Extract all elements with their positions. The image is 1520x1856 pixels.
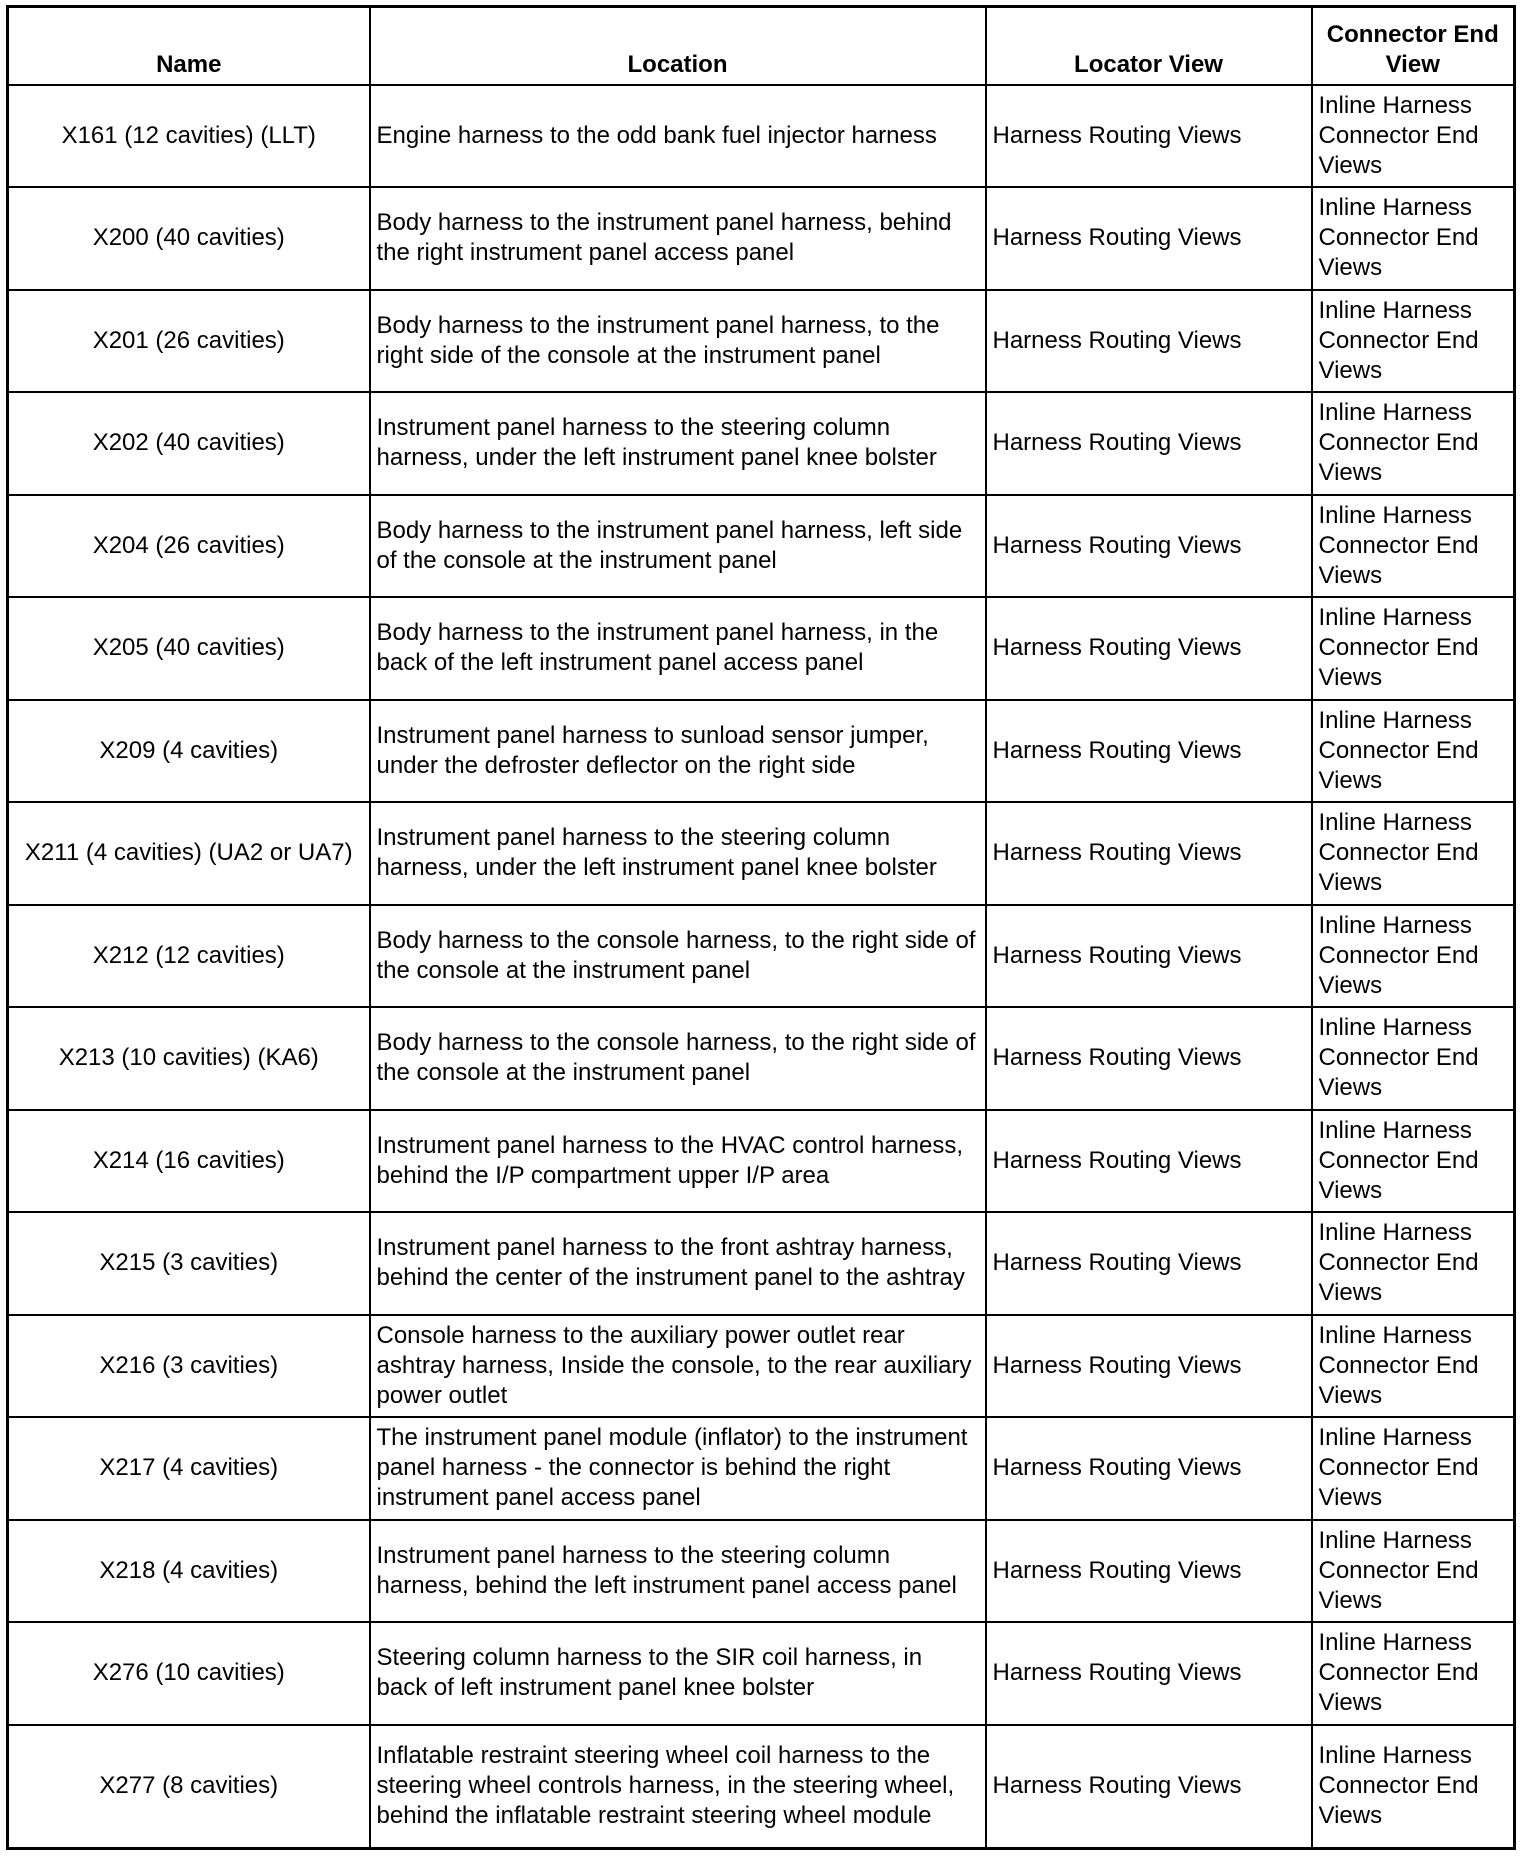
connector-location: Engine harness to the odd bank fuel injector harness [370,85,986,188]
header-row [8,7,1515,85]
connector-end-view-link: Inline Harness Connector End Views [1312,187,1515,290]
locator-view-link: Harness Routing Views [986,700,1312,803]
table-row [8,495,1515,598]
header-connector-end-view: Connector End View [1312,7,1515,85]
table-row [8,597,1515,700]
connector-name: X211 (4 cavities) (UA2 or UA7) [8,802,370,905]
connector-location: Body harness to the console harness, to the right side of the console at the instrument panel [370,1007,986,1110]
locator-view-link: Harness Routing Views [986,85,1312,188]
table-row [8,187,1515,290]
connector-end-view-link: Inline Harness Connector End Views [1312,1110,1515,1213]
connector-end-view-link: Inline Harness Connector End Views [1312,802,1515,905]
locator-view-link: Harness Routing Views [986,1110,1312,1213]
connector-name: X213 (10 cavities) (KA6) [8,1007,370,1110]
connector-location: Instrument panel harness to the steering column harness, under the left instrument panel knee bolster [370,802,986,905]
connector-location: Console harness to the auxiliary power outlet rear ashtray harness, Inside the console, to the rear auxiliary power outlet [370,1315,986,1418]
locator-view-link: Harness Routing Views [986,187,1312,290]
locator-view-link: Harness Routing Views [986,802,1312,905]
connector-name: X202 (40 cavities) [8,392,370,495]
locator-view-link: Harness Routing Views [986,1417,1312,1520]
connector-location: Instrument panel harness to the steering column harness, under the left instrument panel knee bolster [370,392,986,495]
connector-end-view-link: Inline Harness Connector End Views [1312,1520,1515,1623]
connector-end-view-link: Inline Harness Connector End Views [1312,1417,1515,1520]
table-row [8,1110,1515,1213]
connector-name: X214 (16 cavities) [8,1110,370,1213]
connector-name: X205 (40 cavities) [8,597,370,700]
table-row [8,290,1515,393]
connector-name: X200 (40 cavities) [8,187,370,290]
connector-name: X216 (3 cavities) [8,1315,370,1418]
table-row [8,1007,1515,1110]
connector-location: Body harness to the instrument panel harness, to the right side of the console at the instrument panel [370,290,986,393]
connector-location: Instrument panel harness to the front ashtray harness, behind the center of the instrument panel to the ashtray [370,1212,986,1315]
connector-end-view-link: Inline Harness Connector End Views [1312,1622,1515,1725]
connector-location: Body harness to the instrument panel harness, behind the right instrument panel access panel [370,187,986,290]
connector-end-view-link: Inline Harness Connector End Views [1312,597,1515,700]
connector-end-view-link: Inline Harness Connector End Views [1312,1725,1515,1849]
connector-name: X217 (4 cavities) [8,1417,370,1520]
connector-location: Steering column harness to the SIR coil harness, in back of left instrument panel knee bolster [370,1622,986,1725]
connector-end-view-link: Inline Harness Connector End Views [1312,495,1515,598]
connector-location: Body harness to the console harness, to the right side of the console at the instrument panel [370,905,986,1008]
connector-name: X277 (8 cavities) [8,1725,370,1849]
connector-name: X161 (12 cavities) (LLT) [8,85,370,188]
connector-location: Inflatable restraint steering wheel coil harness to the steering wheel controls harness, in the steering wheel, behind the inflatable restraint steering wheel module [370,1725,986,1849]
locator-view-link: Harness Routing Views [986,905,1312,1008]
connector-location: Body harness to the instrument panel harness, in the back of the left instrument panel access panel [370,597,986,700]
header-locator-view: Locator View [986,7,1312,85]
table-row [8,905,1515,1008]
table-row [8,1725,1515,1849]
connector-name: X276 (10 cavities) [8,1622,370,1725]
connector-location: Instrument panel harness to the steering column harness, behind the left instrument panel access panel [370,1520,986,1623]
connector-end-view-link: Inline Harness Connector End Views [1312,1212,1515,1315]
table-body [8,85,1515,1849]
connector-name: X201 (26 cavities) [8,290,370,393]
locator-view-link: Harness Routing Views [986,1007,1312,1110]
locator-view-link: Harness Routing Views [986,1520,1312,1623]
connector-end-view-link: Inline Harness Connector End Views [1312,85,1515,188]
connector-table [6,5,1516,1850]
table-row [8,1315,1515,1418]
connector-end-view-link: Inline Harness Connector End Views [1312,392,1515,495]
connector-end-view-link: Inline Harness Connector End Views [1312,700,1515,803]
connector-name: X215 (3 cavities) [8,1212,370,1315]
locator-view-link: Harness Routing Views [986,290,1312,393]
connector-end-view-link: Inline Harness Connector End Views [1312,1007,1515,1110]
connector-name: X218 (4 cavities) [8,1520,370,1623]
connector-name: X212 (12 cavities) [8,905,370,1008]
table-row [8,1417,1515,1520]
connector-end-view-link: Inline Harness Connector End Views [1312,905,1515,1008]
locator-view-link: Harness Routing Views [986,392,1312,495]
connector-end-view-link: Inline Harness Connector End Views [1312,290,1515,393]
table-row [8,85,1515,188]
table-row [8,1520,1515,1623]
connector-location: Instrument panel harness to the HVAC control harness, behind the I/P compartment upper I/P area [370,1110,986,1213]
locator-view-link: Harness Routing Views [986,1622,1312,1725]
header-location: Location [370,7,986,85]
connector-location: The instrument panel module (inflator) to the instrument panel harness - the connector is behind the right instrument panel access panel [370,1417,986,1520]
locator-view-link: Harness Routing Views [986,1212,1312,1315]
connector-location: Body harness to the instrument panel harness, left side of the console at the instrument panel [370,495,986,598]
locator-view-link: Harness Routing Views [986,597,1312,700]
connector-name: X209 (4 cavities) [8,700,370,803]
locator-view-link: Harness Routing Views [986,1315,1312,1418]
table-row [8,392,1515,495]
locator-view-link: Harness Routing Views [986,1725,1312,1849]
table-row [8,1212,1515,1315]
table-row [8,700,1515,803]
connector-end-view-link: Inline Harness Connector End Views [1312,1315,1515,1418]
table-row [8,1622,1515,1725]
connector-location: Instrument panel harness to sunload sensor jumper, under the defroster deflector on the right side [370,700,986,803]
connector-name: X204 (26 cavities) [8,495,370,598]
locator-view-link: Harness Routing Views [986,495,1312,598]
header-name: Name [8,7,370,85]
table-row [8,802,1515,905]
